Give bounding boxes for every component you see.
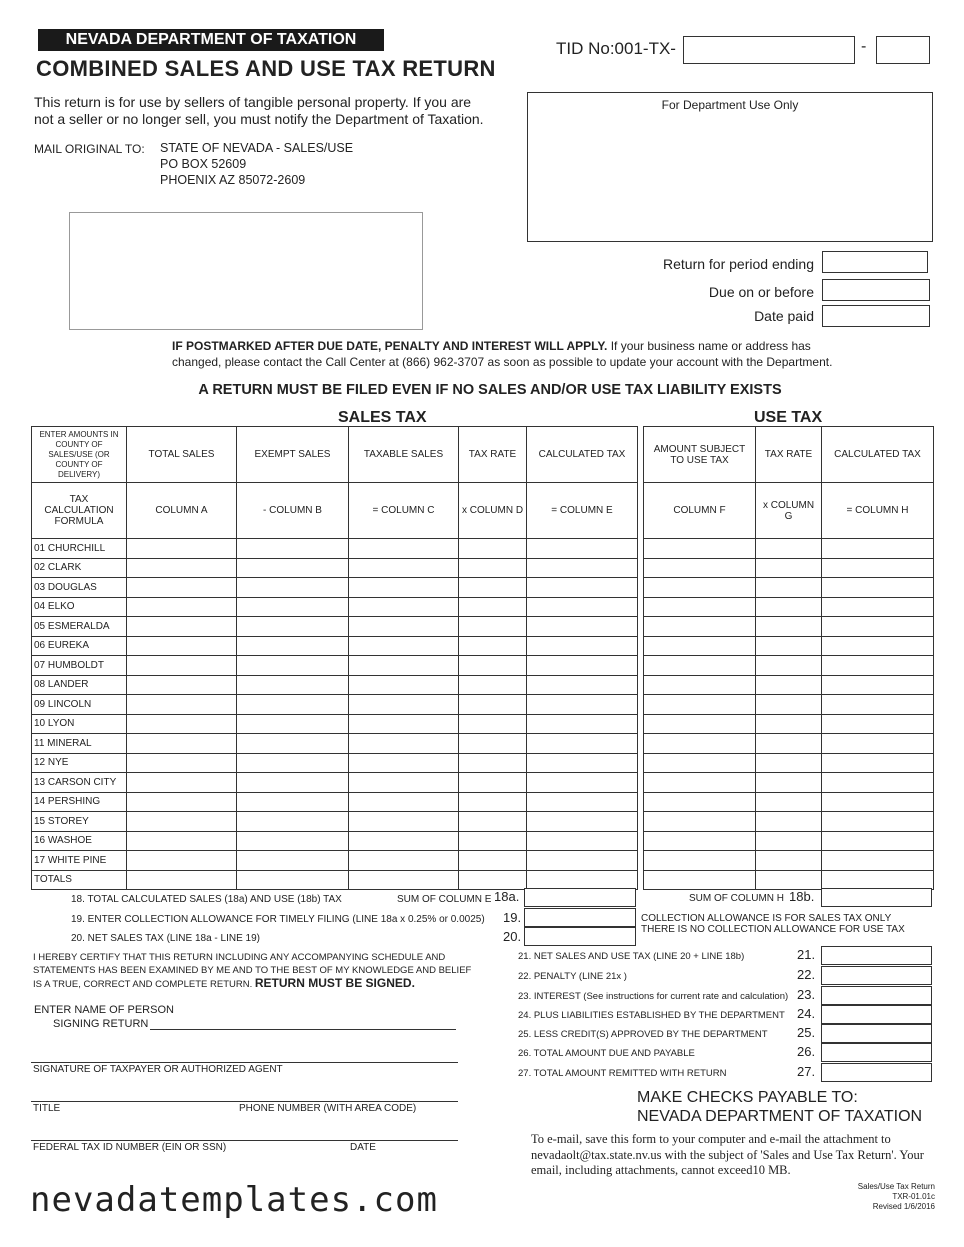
- form-identifier-line: TXR-01.01c: [892, 1192, 935, 1201]
- amount-cell[interactable]: [756, 675, 822, 695]
- summary-line-label: 24. PLUS LIABILITIES ESTABLISHED BY THE DEPARTMENT: [518, 1010, 785, 1021]
- summary-line-label: 23. INTEREST (See instructions for current rate and calculation): [518, 991, 789, 1002]
- amount-cell[interactable]: [644, 558, 756, 578]
- amount-cell[interactable]: [527, 597, 638, 617]
- amount-cell[interactable]: [349, 734, 459, 754]
- table-row: [32, 578, 934, 598]
- form-identifier: [858, 1182, 935, 1212]
- amount-cell[interactable]: [237, 617, 349, 637]
- table-row: [32, 714, 934, 734]
- envelope-window: [69, 212, 423, 330]
- county-label: 05 ESMERALDA: [32, 617, 127, 637]
- amount-cell[interactable]: [756, 753, 822, 773]
- amount-cell[interactable]: [527, 675, 638, 695]
- amount-cell[interactable]: [127, 851, 237, 871]
- amount-cell[interactable]: [459, 675, 527, 695]
- table-row: [32, 539, 934, 559]
- table-row: [32, 617, 934, 637]
- amount-cell[interactable]: [237, 753, 349, 773]
- amount-cell[interactable]: [756, 695, 822, 715]
- email-instructions: [531, 1132, 924, 1179]
- formula-cell: = COLUMN E: [527, 483, 638, 539]
- amount-cell[interactable]: [237, 539, 349, 559]
- summary-line-number: 21.: [797, 947, 816, 962]
- formula-cell: x COLUMN D: [459, 483, 527, 539]
- table-row: [32, 812, 934, 832]
- column-header: TAX RATE: [756, 427, 822, 483]
- amount-cell[interactable]: [127, 714, 237, 734]
- amount-cell[interactable]: [459, 831, 527, 851]
- summary-line-label: 27. TOTAL AMOUNT REMITTED WITH RETURN: [518, 1068, 727, 1079]
- amount-cell[interactable]: [459, 870, 527, 890]
- watermark: nevadatemplates.com: [30, 1180, 438, 1220]
- summary-line-number: 24.: [797, 1006, 816, 1021]
- collection-allowance-note-line: COLLECTION ALLOWANCE IS FOR SALES TAX ONLY: [641, 913, 892, 924]
- amount-cell[interactable]: [822, 851, 934, 871]
- must-file-notice: A RETURN MUST BE FILED EVEN IF NO SALES AND/OR USE TAX LIABILITY EXISTS: [198, 382, 782, 398]
- amount-cell[interactable]: [644, 714, 756, 734]
- amount-cell[interactable]: [237, 597, 349, 617]
- amount-cell[interactable]: [822, 675, 934, 695]
- amount-cell[interactable]: [756, 812, 822, 832]
- amount-cell[interactable]: [644, 597, 756, 617]
- line-18a-input[interactable]: [524, 888, 636, 907]
- table-row: [32, 597, 934, 617]
- amount-cell[interactable]: [459, 753, 527, 773]
- county-label: TOTALS: [32, 870, 127, 890]
- column-header: CALCULATED TAX: [527, 427, 638, 483]
- amount-cell[interactable]: [349, 636, 459, 656]
- amount-cell[interactable]: [644, 792, 756, 812]
- amount-cell[interactable]: [822, 695, 934, 715]
- amount-cell[interactable]: [644, 695, 756, 715]
- county-label: 13 CARSON CITY: [32, 773, 127, 793]
- penalty-notice: [172, 339, 811, 353]
- amount-cell[interactable]: [527, 636, 638, 656]
- amount-cell[interactable]: [349, 617, 459, 637]
- sum-column-h-label: SUM OF COLUMN H: [689, 893, 784, 904]
- summary-line-number: 26.: [797, 1044, 816, 1059]
- county-label: 07 HUMBOLDT: [32, 656, 127, 676]
- summary-line-input[interactable]: [821, 1024, 932, 1043]
- summary-line-number: 25.: [797, 1025, 816, 1040]
- amount-cell[interactable]: [349, 870, 459, 890]
- amount-cell[interactable]: [459, 734, 527, 754]
- amount-cell[interactable]: [644, 617, 756, 637]
- amount-cell[interactable]: [349, 539, 459, 559]
- amount-cell[interactable]: [127, 792, 237, 812]
- amount-cell[interactable]: [459, 773, 527, 793]
- table-row: [32, 792, 934, 812]
- summary-line-input[interactable]: [821, 966, 932, 985]
- mail-address-line: STATE OF NEVADA - SALES/USE: [160, 141, 354, 155]
- amount-cell[interactable]: [127, 734, 237, 754]
- table-row: [32, 773, 934, 793]
- signature-input[interactable]: [31, 1062, 458, 1063]
- amount-cell[interactable]: [527, 812, 638, 832]
- amount-cell[interactable]: [237, 831, 349, 851]
- amount-cell[interactable]: [349, 597, 459, 617]
- amount-cell[interactable]: [822, 636, 934, 656]
- line-18-label: 18. TOTAL CALCULATED SALES (18a) AND USE (18b) TAX: [71, 894, 342, 905]
- amount-cell[interactable]: [822, 773, 934, 793]
- summary-line-number: 23.: [797, 987, 816, 1002]
- date-paid-label: Date paid: [754, 308, 814, 324]
- payable-to-line: MAKE CHECKS PAYABLE TO:: [637, 1089, 858, 1106]
- table-row: [32, 636, 934, 656]
- amount-cell[interactable]: [459, 578, 527, 598]
- county-label: 01 CHURCHILL: [32, 539, 127, 559]
- summary-line-number: 27.: [797, 1064, 816, 1079]
- amount-cell[interactable]: [459, 695, 527, 715]
- signer-name-label-line: ENTER NAME OF PERSON: [34, 1004, 174, 1016]
- amount-cell[interactable]: [527, 617, 638, 637]
- amount-cell[interactable]: [756, 558, 822, 578]
- amount-cell[interactable]: [644, 578, 756, 598]
- amount-cell[interactable]: [349, 656, 459, 676]
- table-row: [32, 753, 934, 773]
- amount-cell[interactable]: [127, 656, 237, 676]
- summary-line-input[interactable]: [821, 986, 932, 1005]
- column-header: TOTAL SALES: [127, 427, 237, 483]
- amount-cell[interactable]: [756, 831, 822, 851]
- county-label: 11 MINERAL: [32, 734, 127, 754]
- tid-suffix-input[interactable]: [876, 36, 930, 64]
- amount-cell[interactable]: [527, 714, 638, 734]
- amount-cell[interactable]: [527, 773, 638, 793]
- amount-cell[interactable]: [822, 617, 934, 637]
- phone-label: PHONE NUMBER (WITH AREA CODE): [239, 1103, 417, 1114]
- amount-cell[interactable]: [127, 773, 237, 793]
- amount-cell[interactable]: [237, 695, 349, 715]
- amount-cell[interactable]: [822, 597, 934, 617]
- certification-line: STATEMENTS HAS BEEN EXAMINED BY ME AND TO THE BEST OF MY KNOWLEDGE AND BELIEF: [33, 964, 472, 976]
- amount-cell[interactable]: [459, 539, 527, 559]
- amount-cell[interactable]: [527, 851, 638, 871]
- tid-label: TID No:001-TX-: [556, 39, 676, 58]
- amount-cell[interactable]: [644, 773, 756, 793]
- fein-label: FEDERAL TAX ID NUMBER (EIN OR SSN): [33, 1142, 227, 1153]
- certification-line: [33, 977, 471, 992]
- form-title: COMBINED SALES AND USE TAX RETURN: [36, 56, 496, 81]
- amount-cell[interactable]: [756, 597, 822, 617]
- county-label: 14 PERSHING: [32, 792, 127, 812]
- amount-cell[interactable]: [756, 714, 822, 734]
- certification-line: I HEREBY CERTIFY THAT THIS RETURN INCLUDING ANY ACCOMPANYING SCHEDULE AND: [33, 952, 446, 963]
- fein-date-input[interactable]: [31, 1140, 458, 1141]
- amount-cell[interactable]: [644, 851, 756, 871]
- amount-cell[interactable]: [527, 695, 638, 715]
- title-label: TITLE: [33, 1103, 61, 1114]
- amount-cell[interactable]: [459, 714, 527, 734]
- amount-cell[interactable]: [127, 870, 237, 890]
- amount-cell[interactable]: [349, 714, 459, 734]
- county-label: 09 LINCOLN: [32, 695, 127, 715]
- table-row: [32, 851, 934, 871]
- formula-cell: COLUMN A: [127, 483, 237, 539]
- amount-cell[interactable]: [644, 734, 756, 754]
- amount-cell[interactable]: [756, 851, 822, 871]
- amount-cell[interactable]: [459, 617, 527, 637]
- amount-cell[interactable]: [644, 636, 756, 656]
- form-identifier-line: Sales/Use Tax Return: [857, 1182, 935, 1191]
- amount-cell[interactable]: [756, 636, 822, 656]
- amount-cell[interactable]: [127, 831, 237, 851]
- amount-cell[interactable]: [127, 617, 237, 637]
- tid-dash: -: [861, 38, 867, 55]
- formula-cell: COLUMN F: [644, 483, 756, 539]
- amount-cell[interactable]: [644, 539, 756, 559]
- agency-banner: NEVADA DEPARTMENT OF TAXATION: [38, 29, 384, 51]
- amount-cell[interactable]: [527, 734, 638, 754]
- amount-cell[interactable]: [644, 675, 756, 695]
- amount-cell[interactable]: [644, 656, 756, 676]
- table-row: [32, 656, 934, 676]
- penalty-notice-rest: If your business name or address has: [610, 339, 811, 353]
- amount-cell[interactable]: [822, 753, 934, 773]
- column-header: TAXABLE SALES: [349, 427, 459, 483]
- signer-name-label: [34, 1003, 174, 1031]
- table-row: [32, 675, 934, 695]
- amount-cell[interactable]: [644, 831, 756, 851]
- amount-cell[interactable]: [822, 734, 934, 754]
- amount-cell[interactable]: [644, 812, 756, 832]
- certification-statement: [33, 952, 471, 992]
- amount-cell[interactable]: [237, 714, 349, 734]
- department-use-box: [527, 92, 933, 242]
- line-20-label: 20. NET SALES TAX (LINE 18a - LINE 19): [71, 933, 260, 944]
- formula-cell: = COLUMN H: [822, 483, 934, 539]
- email-instructions-line: To e-mail, save this form to your computer and e-mail the attachment to: [531, 1132, 891, 1146]
- collection-allowance-note: [641, 913, 905, 935]
- amount-cell[interactable]: [459, 656, 527, 676]
- due-date-label: Due on or before: [708, 284, 814, 300]
- mail-address-line: PHOENIX AZ 85072-2609: [160, 173, 306, 187]
- table-row: [32, 695, 934, 715]
- must-sign-notice: RETURN MUST BE SIGNED.: [254, 976, 415, 990]
- sales-tax-section-title: SALES TAX: [338, 409, 427, 426]
- column-header: TAX RATE: [459, 427, 527, 483]
- amount-cell[interactable]: [527, 870, 638, 890]
- email-instructions-line: email, including attachments, cannot exceed10 MB.: [531, 1163, 791, 1177]
- amount-cell[interactable]: [349, 812, 459, 832]
- amount-cell[interactable]: [127, 597, 237, 617]
- line-19-number: 19.: [503, 910, 522, 925]
- certification-text: IS A TRUE, CORRECT AND COMPLETE RETURN.: [33, 979, 253, 990]
- mail-address: [160, 140, 353, 188]
- amount-cell[interactable]: [349, 831, 459, 851]
- amount-cell[interactable]: [822, 714, 934, 734]
- county-label: 16 WASHOE: [32, 831, 127, 851]
- tid-input[interactable]: [683, 36, 855, 64]
- amount-cell[interactable]: [756, 773, 822, 793]
- summary-line-input[interactable]: [821, 1043, 932, 1062]
- amount-cell[interactable]: [237, 851, 349, 871]
- amount-cell[interactable]: [527, 578, 638, 598]
- amount-cell[interactable]: [822, 558, 934, 578]
- line-18b-input[interactable]: [821, 888, 932, 907]
- amount-cell[interactable]: [127, 539, 237, 559]
- amount-cell[interactable]: [822, 812, 934, 832]
- amount-cell[interactable]: [237, 636, 349, 656]
- summary-line-number: 22.: [797, 967, 816, 982]
- use-tax-section-title: USE TAX: [754, 409, 823, 426]
- amount-cell[interactable]: [822, 539, 934, 559]
- summary-line-label: 25. LESS CREDIT(S) APPROVED BY THE DEPARTMENT: [518, 1029, 768, 1040]
- amount-cell[interactable]: [349, 675, 459, 695]
- amount-cell[interactable]: [237, 558, 349, 578]
- county-label: 06 EUREKA: [32, 636, 127, 656]
- amount-cell[interactable]: [822, 831, 934, 851]
- line-19-label: 19. ENTER COLLECTION ALLOWANCE FOR TIMELY FILING (LINE 18a x 0.25% or 0.0025): [71, 914, 485, 925]
- formula-cell: - COLUMN B: [237, 483, 349, 539]
- summary-line-label: 26. TOTAL AMOUNT DUE AND PAYABLE: [518, 1048, 695, 1059]
- amount-cell[interactable]: [527, 558, 638, 578]
- amount-cell[interactable]: [527, 753, 638, 773]
- amount-cell[interactable]: [127, 578, 237, 598]
- amount-cell[interactable]: [527, 656, 638, 676]
- period-ending-label: Return for period ending: [663, 256, 814, 272]
- table-row: [32, 870, 934, 890]
- amount-cell[interactable]: [127, 753, 237, 773]
- amount-cell[interactable]: [127, 636, 237, 656]
- line-19-input[interactable]: [524, 908, 636, 927]
- amount-cell[interactable]: [237, 675, 349, 695]
- title-phone-input[interactable]: [31, 1101, 458, 1102]
- mail-label: MAIL ORIGINAL TO:: [34, 142, 145, 156]
- amount-cell[interactable]: [756, 792, 822, 812]
- table-corner-label: ENTER AMOUNTS IN COUNTY OF SALES/USE (OR COUNTY OF DELIVERY): [32, 427, 127, 483]
- amount-cell[interactable]: [237, 773, 349, 793]
- amount-cell[interactable]: [756, 656, 822, 676]
- county-label: 12 NYE: [32, 753, 127, 773]
- county-label: 02 CLARK: [32, 558, 127, 578]
- amount-cell[interactable]: [822, 656, 934, 676]
- county-label: 10 LYON: [32, 714, 127, 734]
- amount-cell[interactable]: [459, 851, 527, 871]
- column-header: EXEMPT SALES: [237, 427, 349, 483]
- amount-cell[interactable]: [756, 578, 822, 598]
- amount-cell[interactable]: [822, 578, 934, 598]
- signer-name-label-line: SIGNING RETURN: [53, 1018, 149, 1030]
- amount-cell[interactable]: [237, 578, 349, 598]
- amount-cell[interactable]: [127, 812, 237, 832]
- line-18a-number: 18a.: [494, 889, 520, 904]
- amount-cell[interactable]: [756, 539, 822, 559]
- amount-cell[interactable]: [822, 870, 934, 890]
- summary-line-input[interactable]: [821, 1005, 932, 1024]
- amount-cell[interactable]: [349, 558, 459, 578]
- amount-cell[interactable]: [644, 870, 756, 890]
- amount-cell[interactable]: [527, 792, 638, 812]
- amount-cell[interactable]: [459, 792, 527, 812]
- signer-name-input[interactable]: [150, 1029, 456, 1030]
- mail-address-line: PO BOX 52609: [160, 157, 247, 171]
- amount-cell[interactable]: [127, 675, 237, 695]
- county-label: 08 LANDER: [32, 675, 127, 695]
- column-header: AMOUNT SUBJECT TO USE TAX: [644, 427, 756, 483]
- line-20-input[interactable]: [524, 927, 636, 946]
- amount-cell[interactable]: [822, 792, 934, 812]
- summary-line-input[interactable]: [821, 1063, 932, 1082]
- amount-cell[interactable]: [756, 617, 822, 637]
- amount-cell[interactable]: [527, 831, 638, 851]
- amount-cell[interactable]: [459, 636, 527, 656]
- amount-cell[interactable]: [349, 695, 459, 715]
- amount-cell[interactable]: [459, 812, 527, 832]
- formula-cell: x COLUMN G: [756, 483, 822, 539]
- amount-cell[interactable]: [127, 558, 237, 578]
- county-label: 17 WHITE PINE: [32, 851, 127, 871]
- due-date-input[interactable]: [822, 279, 930, 301]
- line-20-number: 20.: [503, 929, 522, 944]
- summary-line-label: 21. NET SALES AND USE TAX (LINE 20 + LINE 18b): [518, 951, 745, 962]
- amount-cell[interactable]: [644, 753, 756, 773]
- address-change-notice: changed, please contact the Call Center at (866) 962-3707 as soon as possible to update your account with the Department.: [172, 355, 833, 369]
- amount-cell[interactable]: [756, 734, 822, 754]
- department-use-label: For Department Use Only: [661, 98, 799, 112]
- amount-cell[interactable]: [349, 578, 459, 598]
- county-label: 15 STOREY: [32, 812, 127, 832]
- email-instructions-line: nevadaolt@tax.state.nv.us with the subject of 'Sales and Use Tax Return'. Your: [531, 1147, 924, 1162]
- amount-cell[interactable]: [349, 753, 459, 773]
- column-header: CALCULATED TAX: [822, 427, 934, 483]
- date-paid-input[interactable]: [822, 305, 930, 327]
- amount-cell[interactable]: [237, 792, 349, 812]
- intro-line-1: This return is for use by sellers of tangible personal property. If you are: [34, 94, 472, 110]
- sum-column-e-label: SUM OF COLUMN E: [397, 894, 492, 905]
- county-tax-table: [31, 426, 934, 890]
- amount-cell[interactable]: [349, 851, 459, 871]
- county-label: 04 ELKO: [32, 597, 127, 617]
- amount-cell[interactable]: [237, 870, 349, 890]
- county-label: 03 DOUGLAS: [32, 578, 127, 598]
- table-row: [32, 831, 934, 851]
- penalty-notice-bold: IF POSTMARKED AFTER DUE DATE, PENALTY AND INTEREST WILL APPLY.: [172, 339, 608, 353]
- summary-line-input[interactable]: [821, 946, 932, 965]
- amount-cell[interactable]: [127, 695, 237, 715]
- payable-to: [637, 1088, 922, 1126]
- line-18b-number: 18b.: [789, 889, 815, 904]
- amount-cell[interactable]: [756, 870, 822, 890]
- collection-allowance-note-line: THERE IS NO COLLECTION ALLOWANCE FOR USE TAX: [641, 924, 905, 935]
- amount-cell[interactable]: [237, 812, 349, 832]
- amount-cell[interactable]: [527, 539, 638, 559]
- amount-cell[interactable]: [349, 773, 459, 793]
- signature-label: SIGNATURE OF TAXPAYER OR AUTHORIZED AGENT: [33, 1064, 283, 1075]
- form-identifier-line: Revised 1/6/2016: [872, 1202, 935, 1211]
- payable-to-line: NEVADA DEPARTMENT OF TAXATION: [637, 1108, 923, 1125]
- formula-cell: = COLUMN C: [349, 483, 459, 539]
- amount-cell[interactable]: [237, 734, 349, 754]
- intro-line-2: not a seller or no longer sell, you must notify the Department of Taxation.: [34, 111, 484, 127]
- formula-label: TAX CALCULATION FORMULA: [32, 483, 127, 539]
- amount-cell[interactable]: [237, 656, 349, 676]
- table-row: [32, 558, 934, 578]
- amount-cell[interactable]: [349, 792, 459, 812]
- date-label: DATE: [350, 1142, 376, 1153]
- amount-cell[interactable]: [459, 597, 527, 617]
- table-row: [32, 734, 934, 754]
- amount-cell[interactable]: [459, 558, 527, 578]
- period-ending-input[interactable]: [822, 251, 928, 273]
- summary-line-label: 22. PENALTY (LINE 21x ): [518, 971, 627, 982]
